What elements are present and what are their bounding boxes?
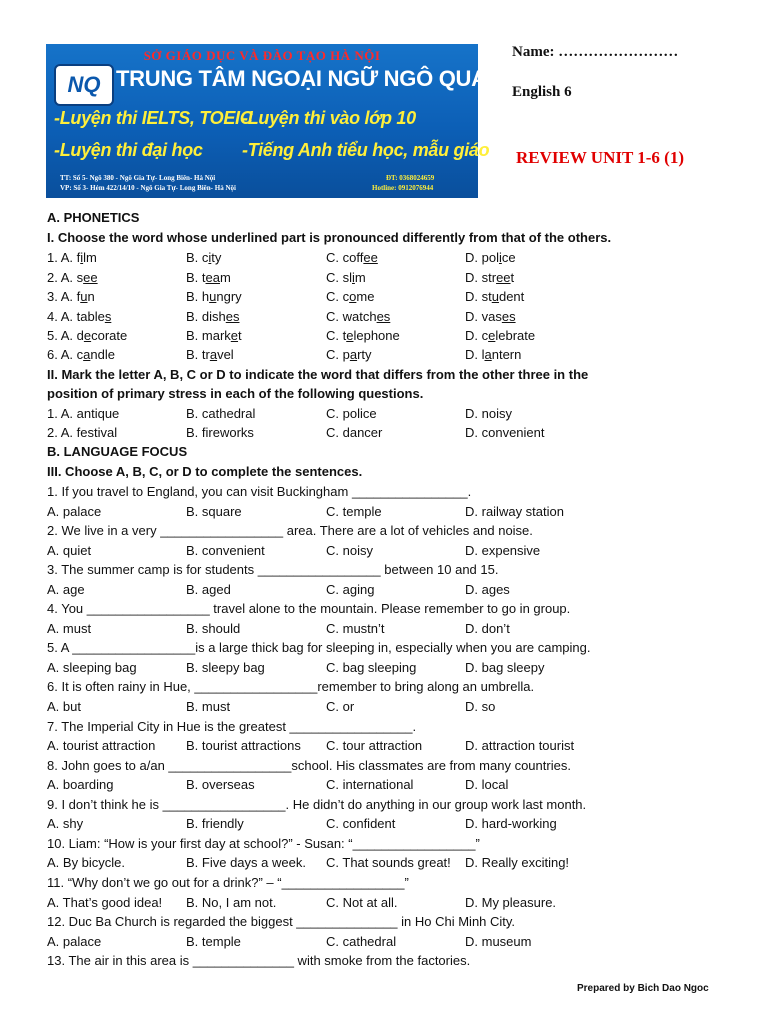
- option-b: B. cathedral: [186, 406, 256, 421]
- option-d: D. student: [465, 289, 525, 304]
- option-c: C. coffee: [326, 250, 378, 265]
- option-d: D. museum: [465, 934, 532, 949]
- question-13: 13. The air in this area is ______________ with smoke from the factories.: [47, 953, 471, 968]
- option-c: C. noisy: [326, 543, 373, 558]
- banner-address-1: TT: Số 5- Ngõ 380 - Ngô Gia Tự- Long Biên- Hà Nội: [60, 174, 216, 182]
- option-d: D. noisy: [465, 406, 512, 421]
- banner-line-1a: -Luyện thi IELTS, TOEIC: [54, 108, 253, 128]
- question-11: 11. “Why don’t we go out for a drink?” – “_________________”: [47, 875, 409, 890]
- option-c: C. international: [326, 777, 414, 792]
- option-a: 6. A. candle: [47, 347, 115, 362]
- option-b: B. temple: [186, 934, 241, 949]
- option-d: D. expensive: [465, 543, 541, 558]
- section-b-title: B. LANGUAGE FOCUS: [47, 444, 188, 459]
- banner-line-1b: -Luyện thi vào lớp 10: [242, 108, 416, 128]
- option-b: B. sleepy bag: [186, 660, 265, 675]
- option-b: B. dishes: [186, 309, 240, 324]
- question-8: 8. John goes to a/an _________________school. His classmates are from many countries.: [47, 758, 571, 773]
- option-a: A. must: [47, 621, 92, 636]
- option-a: 1. A. film: [47, 250, 97, 265]
- question-9: 9. I don’t think he is _________________. He didn’t do anything in our group work last month.: [47, 797, 587, 812]
- option-a: 5. A. decorate: [47, 328, 128, 343]
- nq-logo-icon: NQ: [54, 64, 114, 106]
- option-b: B. Five days a week.: [186, 855, 306, 870]
- option-b: B. tourist attractions: [186, 738, 301, 753]
- option-a: A. boarding: [47, 777, 114, 792]
- option-c: C. temple: [326, 504, 382, 519]
- option-d: D. convenient: [465, 425, 545, 440]
- option-d: D. street: [465, 270, 515, 285]
- option-c: C. party: [326, 347, 372, 362]
- review-title: REVIEW UNIT 1-6 (1): [516, 148, 684, 167]
- option-c: C. cathedral: [326, 934, 397, 949]
- option-a: A. palace: [47, 934, 102, 949]
- option-b: B. overseas: [186, 777, 255, 792]
- option-c: C. telephone: [326, 328, 400, 343]
- banner-hotline: Hotline: 0912076944: [372, 184, 434, 192]
- option-b: B. hungry: [186, 289, 242, 304]
- banner-phone: ĐT: 0368024659: [386, 174, 435, 182]
- banner-line-2a: -Luyện thi đại học: [54, 140, 203, 160]
- question-12: 12. Duc Ba Church is regarded the biggest ______________ in Ho Chi Minh City.: [47, 914, 516, 929]
- option-d: D. don’t: [465, 621, 510, 636]
- option-c: C. police: [326, 406, 377, 421]
- option-a: 1. A. antique: [47, 406, 120, 421]
- name-field: Name: ……………………: [512, 44, 679, 60]
- option-b: B. travel: [186, 347, 234, 362]
- option-a: A. quiet: [47, 543, 92, 558]
- option-a: A. That’s good idea!: [47, 895, 163, 910]
- question-5: 5. A _________________is a large thick bag for sleeping in, especially when you are camping.: [47, 640, 591, 655]
- option-b: B. aged: [186, 582, 231, 597]
- option-d: D. local: [465, 777, 509, 792]
- option-a: 3. A. fun: [47, 289, 95, 304]
- option-a: A. sleeping bag: [47, 660, 137, 675]
- option-c: C. watches: [326, 309, 391, 324]
- option-b: B. city: [186, 250, 222, 265]
- option-a: A. tourist attraction: [47, 738, 156, 753]
- school-banner: [46, 44, 520, 198]
- option-d: D. so: [465, 699, 496, 714]
- section-a-title: A. PHONETICS: [47, 210, 140, 225]
- option-d: D. railway station: [465, 504, 564, 519]
- question-4: 4. You _________________ travel alone to the mountain. Please remember to go in group.: [47, 601, 571, 616]
- option-d: D. celebrate: [465, 328, 536, 343]
- banner-center-name: TRUNG TÂM NGOẠI NGỮ NGÔ QUANG: [116, 66, 520, 91]
- question-1: 1. If you travel to England, you can visit Buckingham ________________.: [47, 484, 472, 499]
- option-c: C. bag sleeping: [326, 660, 417, 675]
- banner-address-2: VP: Số 3- Hẻm 422/14/10 - Ngô Gia Tự- Long Biên- Hà Nội: [60, 184, 236, 192]
- option-b: B. convenient: [186, 543, 265, 558]
- part-1-instruction: I. Choose the word whose underlined part is pronounced differently from that of the others.: [47, 230, 612, 245]
- option-d: D. Really exciting!: [465, 855, 570, 870]
- option-c: C. That sounds great!: [326, 855, 451, 870]
- question-10: 10. Liam: “How is your first day at school?” - Susan: “_________________”: [47, 836, 480, 851]
- question-2: 2. We live in a very _________________ area. There are a lot of vehicles and noise.: [47, 523, 533, 538]
- option-d: D. hard-working: [465, 816, 557, 831]
- option-c: C. come: [326, 289, 375, 304]
- option-b: B. friendly: [186, 816, 244, 831]
- question-6: 6. It is often rainy in Hue, _________________remember to bring along an umbrella.: [47, 679, 535, 694]
- subject-label: English 6: [512, 84, 572, 100]
- option-c: C. slim: [326, 270, 366, 285]
- option-b: B. square: [186, 504, 242, 519]
- option-d: D. ages: [465, 582, 510, 597]
- part-3-instruction: III. Choose A, B, C, or D to complete the sentences.: [47, 464, 363, 479]
- option-c: C. aging: [326, 582, 375, 597]
- option-c: C. Not at all.: [326, 895, 398, 910]
- option-b: B. No, I am not.: [186, 895, 277, 910]
- option-b: B. fireworks: [186, 425, 254, 440]
- option-d: D. My pleasure.: [465, 895, 557, 910]
- option-a: A. but: [47, 699, 81, 714]
- option-b: B. must: [186, 699, 231, 714]
- question-7: 7. The Imperial City in Hue is the greatest _________________.: [47, 719, 417, 734]
- option-c: C. or: [326, 699, 355, 714]
- option-b: B. team: [186, 270, 231, 285]
- option-c: C. confident: [326, 816, 396, 831]
- option-d: D. bag sleepy: [465, 660, 545, 675]
- banner-line-2b: -Tiếng Anh tiểu học, mẫu giáo: [242, 140, 490, 160]
- option-a: 2. A. festival: [47, 425, 118, 440]
- footer-credit: Prepared by Bich Dao Ngoc: [577, 983, 709, 994]
- option-a: A. age: [47, 582, 85, 597]
- part-2-instruction: II. Mark the letter A, B, C or D to indicate the word that differs from the other three in the: [47, 367, 589, 382]
- option-c: C. dancer: [326, 425, 383, 440]
- option-d: D. vases: [465, 309, 516, 324]
- question-3: 3. The summer camp is for students _________________ between 10 and 15.: [47, 562, 499, 577]
- option-d: D. attraction tourist: [465, 738, 575, 753]
- part-2-instruction-cont: position of primary stress in each of the following questions.: [47, 386, 424, 401]
- option-a: A. palace: [47, 504, 102, 519]
- option-d: D. lantern: [465, 347, 522, 362]
- option-b: B. should: [186, 621, 241, 636]
- option-a: A. By bicycle.: [47, 855, 126, 870]
- option-a: A. shy: [47, 816, 84, 831]
- option-a: 2. A. see: [47, 270, 98, 285]
- banner-school: SỞ GIÁO DỤC VÀ ĐÀO TẠO HÀ NỘI: [143, 48, 381, 63]
- option-c: C. tour attraction: [326, 738, 423, 753]
- option-a: 4. A. tables: [47, 309, 112, 324]
- option-c: C. mustn’t: [326, 621, 385, 636]
- option-d: D. police: [465, 250, 516, 265]
- option-b: B. market: [186, 328, 242, 343]
